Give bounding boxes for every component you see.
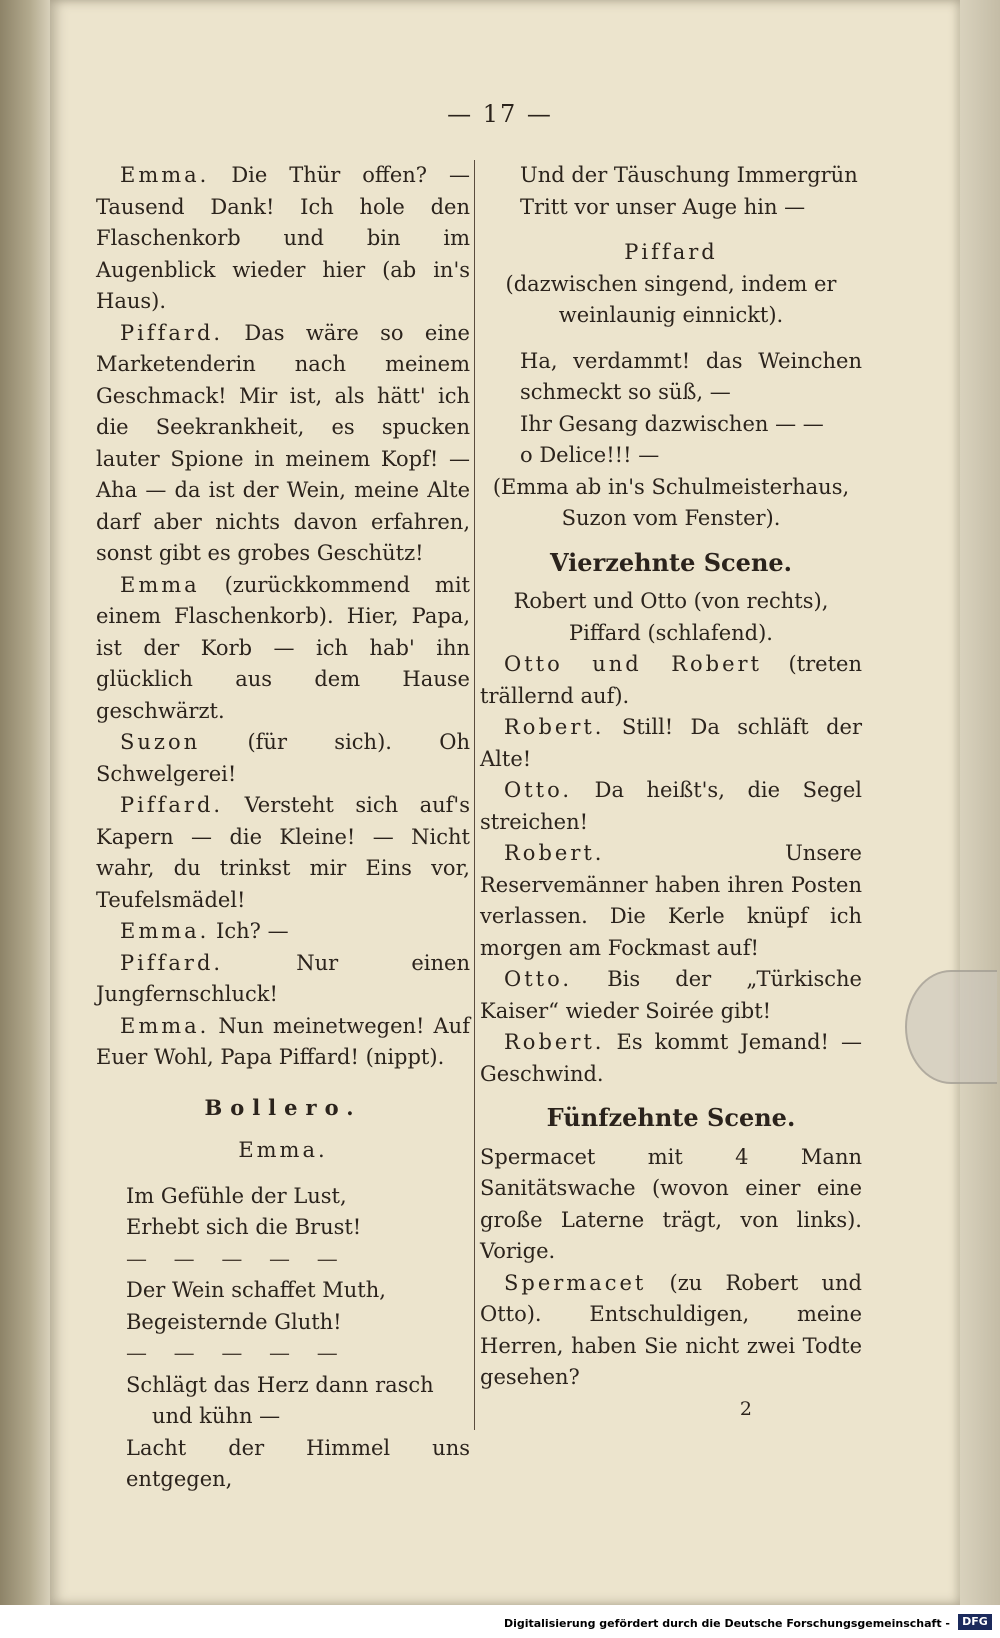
scene-heading: Vierzehnte Scene. [549, 547, 793, 577]
verse-line: und kühn — [152, 1404, 281, 1428]
page-edge [960, 0, 1000, 1605]
dialogue-line: Robert. Still! Da schläft der Alte! [480, 715, 862, 771]
funding-note: Digitalisierung gefördert durch die Deutsche Forschungsgemeinschaft - [503, 1617, 950, 1630]
verse-line: Lacht der Himmel uns entgegen, [126, 1435, 470, 1491]
dialogue-line: Emma. Die Thür offen? — Tausend Dank! Ich hole den Flaschenkorb und bin im Augenblick wieder hier (ab in's Haus). [96, 163, 470, 313]
song-singer: Emma. [238, 1138, 328, 1162]
scene-heading: Fünfzehnte Scene. [546, 1103, 796, 1132]
verse-line: Erhebt sich die Brust! [126, 1215, 362, 1239]
signature-mark: 2 [739, 1397, 752, 1420]
right-column [480, 160, 862, 1425]
verse-separator: — — — — — [126, 1246, 348, 1271]
verse-line: Schlägt das Herz dann rasch [126, 1372, 434, 1397]
scanner-thumb-shadow [905, 970, 997, 1084]
dialogue-line: Emma (zurückkommend mit einem Flaschenkorb). Hier, Papa, ist der Korb — ich hab' ihn glücklich aus dem Hause geschwärzt. [96, 572, 470, 723]
dialogue-line: Robert. Unsere Reservemänner haben ihren Posten verlassen. Die Kerle knüpf ich morgen am Fockmast auf! [480, 841, 862, 960]
scene-cast: Robert und Otto (von rechts), Piffard (schlafend). [513, 589, 829, 645]
speaker-name: Piffard [624, 240, 718, 264]
verse-line: o Delice!!! — [520, 443, 660, 467]
dialogue-line: Piffard. Versteht sich auf's Kapern — die Kleine! — Nicht wahr, du trinkst mir Eins vor, Teufelsmädel! [96, 793, 470, 912]
book-spine [0, 0, 50, 1638]
dialogue-line: Piffard. Nur einen Jungfernschluck! [96, 950, 470, 1006]
verse-line: Begeisternde Gluth! [126, 1309, 342, 1334]
verse-line: Der Wein schaffet Muth, [126, 1278, 386, 1302]
dialogue-line: Emma. Nun meinetwegen! Auf Euer Wohl, Papa Piffard! (nippt). [96, 1013, 470, 1069]
dialogue-line: Otto. Bis der „Türkische Kaiser“ wieder Soirée gibt! [480, 967, 862, 1023]
verse-line: Ihr Gesang dazwischen — — [520, 411, 824, 436]
stage-direction: (Emma ab in's Schulmeisterhaus, Suzon vom Fenster). [492, 474, 850, 530]
dialogue-line: Emma. Ich? — [120, 919, 289, 943]
verse-line: Tritt vor unser Auge hin — [520, 194, 806, 219]
song-title: Bollero. [204, 1094, 362, 1120]
verse-line: Im Gefühle der Lust, [126, 1183, 347, 1208]
dialogue-line: Spermacet (zu Robert und Otto). Entschuldigen, meine Herren, haben Sie nicht zwei Todte gesehen? [480, 1270, 862, 1389]
stage-direction: (dazwischen singend, indem er weinlaunig einnickt). [505, 271, 837, 327]
verse-line: Ha, verdammt! das Weinchen schmeckt so süß, — [520, 348, 862, 404]
verse-separator: — — — — — [126, 1341, 348, 1365]
page-number: — 17 — [447, 100, 553, 128]
dialogue-line: Otto und Robert (treten trällernd auf). [480, 652, 862, 708]
scene-cast: Spermacet mit 4 Mann Sanitätswache (wovon einer eine große Laterne trägt, von links). Vorige. [480, 1144, 862, 1263]
dialogue-line: Otto. Da heißt's, die Segel streichen! [480, 778, 862, 834]
left-column [96, 160, 470, 1496]
dialogue-line: Piffard. Das wäre so eine Marketenderin nach meinem Geschmack! Mir ist, als hätt' ich die Seekrankheit, es spucken lauter Spione in meinem Kopf! — Aha — da ist der Wein, meine Alte darf aber nichts davon erfahren, sonst gibt es grobes Geschütz! [96, 320, 470, 565]
dialogue-line: Robert. Es kommt Jemand! — Geschwind. [480, 1030, 862, 1086]
dfg-logo: DFG [958, 1614, 992, 1630]
verse-line: Und der Täuschung Immergrün [520, 163, 858, 187]
column-rule [474, 160, 475, 1430]
dialogue-line: Suzon (für sich). Oh Schwelgerei! [96, 730, 470, 786]
